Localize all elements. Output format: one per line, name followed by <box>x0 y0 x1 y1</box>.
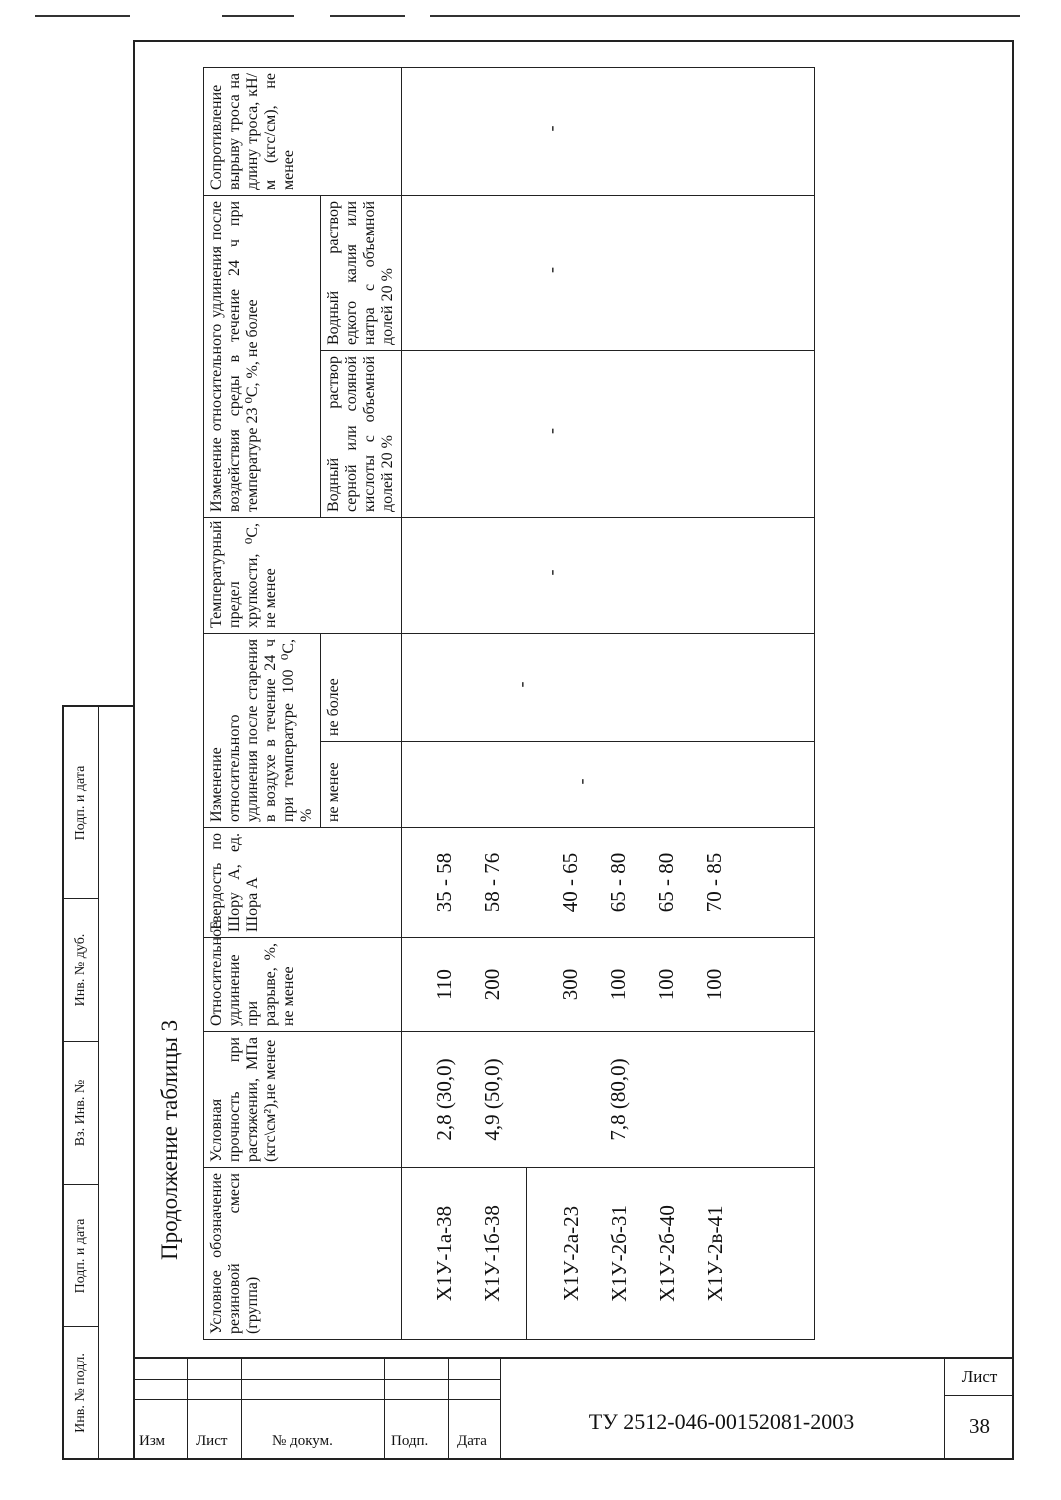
side-label: Подп. и дата <box>73 765 88 840</box>
header-elongation: Относительное удлинение при разрыве, %, не менее <box>204 938 402 1032</box>
stamp-col-izm <box>133 1359 188 1460</box>
stamp-col-podp <box>385 1359 449 1460</box>
side-cell-vz-inv <box>64 1042 98 1185</box>
elongation-value: 100 <box>702 968 726 1001</box>
designation-value: Х1У-2в-41 <box>703 1205 727 1302</box>
hardness-value: 65 - 80 <box>654 852 678 913</box>
side-cell-podp-data-2 <box>64 707 98 899</box>
tensile-value: 4,9 (50,0) <box>480 1058 504 1141</box>
hardness-value: 35 - 58 <box>432 852 456 913</box>
header-water-change: Изменение относительного удлинения после воздействия среды в течение 24 ч при температуре 23 ⁰С, %, не более <box>204 195 321 517</box>
dash: - <box>571 778 591 785</box>
side-cell-inv-podl <box>64 1327 98 1460</box>
document-code: ТУ 2512-046-00152081-2003 <box>588 1409 855 1434</box>
scan-artifact-line <box>330 15 405 17</box>
header-aging-max: не более <box>321 633 402 741</box>
header-brittleness: Температурный предел хрупкости, ⁰С, не менее <box>204 517 402 633</box>
scan-artifact-line <box>35 15 130 17</box>
designation-value: Х1У-2б-40 <box>655 1205 679 1302</box>
hardness-value: 65 - 80 <box>606 852 630 913</box>
dash: - <box>511 681 531 688</box>
stamp-label-izm: Изм <box>139 1433 166 1449</box>
side-column-divider <box>98 707 99 1458</box>
cell-acid <box>402 350 815 517</box>
cell-hardness <box>402 828 815 938</box>
cell-designations <box>402 1168 815 1340</box>
elongation-value: 100 <box>654 968 678 1001</box>
data-row <box>402 67 815 1339</box>
hardness-value: 58 - 76 <box>480 852 504 913</box>
designation-value: Х1У-2а-23 <box>559 1205 583 1302</box>
stamp-col-list <box>188 1359 242 1460</box>
side-label: Вз. Инв. № <box>73 1079 88 1147</box>
elongation-value: 100 <box>606 968 630 1001</box>
sheet-number: 38 <box>969 1414 990 1438</box>
cell-aging-min <box>402 742 815 828</box>
designation-value: Х1У-2б-31 <box>607 1205 631 1302</box>
tensile-value: 2,8 (30,0) <box>432 1058 456 1141</box>
side-cell-podp-data-1 <box>64 1185 98 1327</box>
header-tensile: Условная прочность при растяжении, МПа (кгс\см²),не менее <box>204 1032 402 1168</box>
tensile-value: 7,8 (80,0) <box>606 1058 630 1141</box>
stamp-label-podp: Подп. <box>391 1433 429 1449</box>
stamp-col-data <box>449 1359 501 1460</box>
header-alkali: Водный раствор едкого калия или натра с объемной долей 20 % <box>321 195 402 350</box>
title-block <box>133 1357 1014 1460</box>
cell-brittleness <box>402 517 815 633</box>
sheet-label: Лист <box>961 1367 998 1386</box>
cell-tensile <box>402 1032 815 1168</box>
stamp-label-list: Лист <box>196 1433 228 1449</box>
header-designation: Условное обозначение резиновой смеси (группа) <box>204 1168 402 1340</box>
cell-alkali <box>402 195 815 350</box>
elongation-value: 300 <box>558 968 582 1001</box>
cell-pullout <box>402 67 815 195</box>
side-label: Подп. и дата <box>73 1218 88 1293</box>
table-caption: Продолжение таблицы 3 <box>157 1019 182 1260</box>
cell-aging-max <box>402 633 815 741</box>
dash: - <box>541 125 561 132</box>
hardness-value: 70 - 85 <box>702 852 726 913</box>
stamp-col-doc <box>242 1359 385 1460</box>
side-label: Инв. № дуб. <box>73 933 88 1007</box>
header-acid: Водный раствор серной или соляной кислоты с объемной долей 20 % <box>321 350 402 517</box>
header-aging-min: не менее <box>321 742 402 828</box>
tensile-value <box>546 1032 594 1167</box>
scan-artifact-line <box>222 15 294 17</box>
stamp-hline <box>945 1395 1014 1396</box>
properties-table <box>203 67 815 1340</box>
dash: - <box>541 569 561 576</box>
designation-value: Х1У-1а-38 <box>432 1205 456 1302</box>
side-cell-inv-dub <box>64 899 98 1042</box>
header-pullout: Сопротивление вырыву троса на длину троса, кН/м (кгс/см), не менее <box>204 67 402 195</box>
side-column <box>62 705 134 1460</box>
header-aging-change: Изменение относительного удлинения после старения в воздухе в течение 24 ч при температуре 100 ⁰С, % <box>204 633 321 827</box>
designation-value: Х1У-1б-38 <box>480 1205 504 1302</box>
rotated-page-content <box>145 60 1005 1340</box>
elongation-value: 110 <box>432 969 456 1000</box>
dash: - <box>541 266 561 273</box>
header-row-1 <box>204 67 321 1339</box>
header-hardness: Твердость по Шору А, ед. Шора А <box>204 828 402 938</box>
stamp-label-data: Дата <box>457 1433 487 1449</box>
scan-artifact-line <box>430 15 1020 17</box>
cell-elongation <box>402 938 815 1032</box>
stamp-label-doc: № докум. <box>272 1433 333 1449</box>
dash: - <box>541 427 561 434</box>
side-label: Инв. № подл. <box>73 1353 88 1433</box>
elongation-value: 200 <box>480 968 504 1001</box>
hardness-value: 40 - 65 <box>558 852 582 913</box>
